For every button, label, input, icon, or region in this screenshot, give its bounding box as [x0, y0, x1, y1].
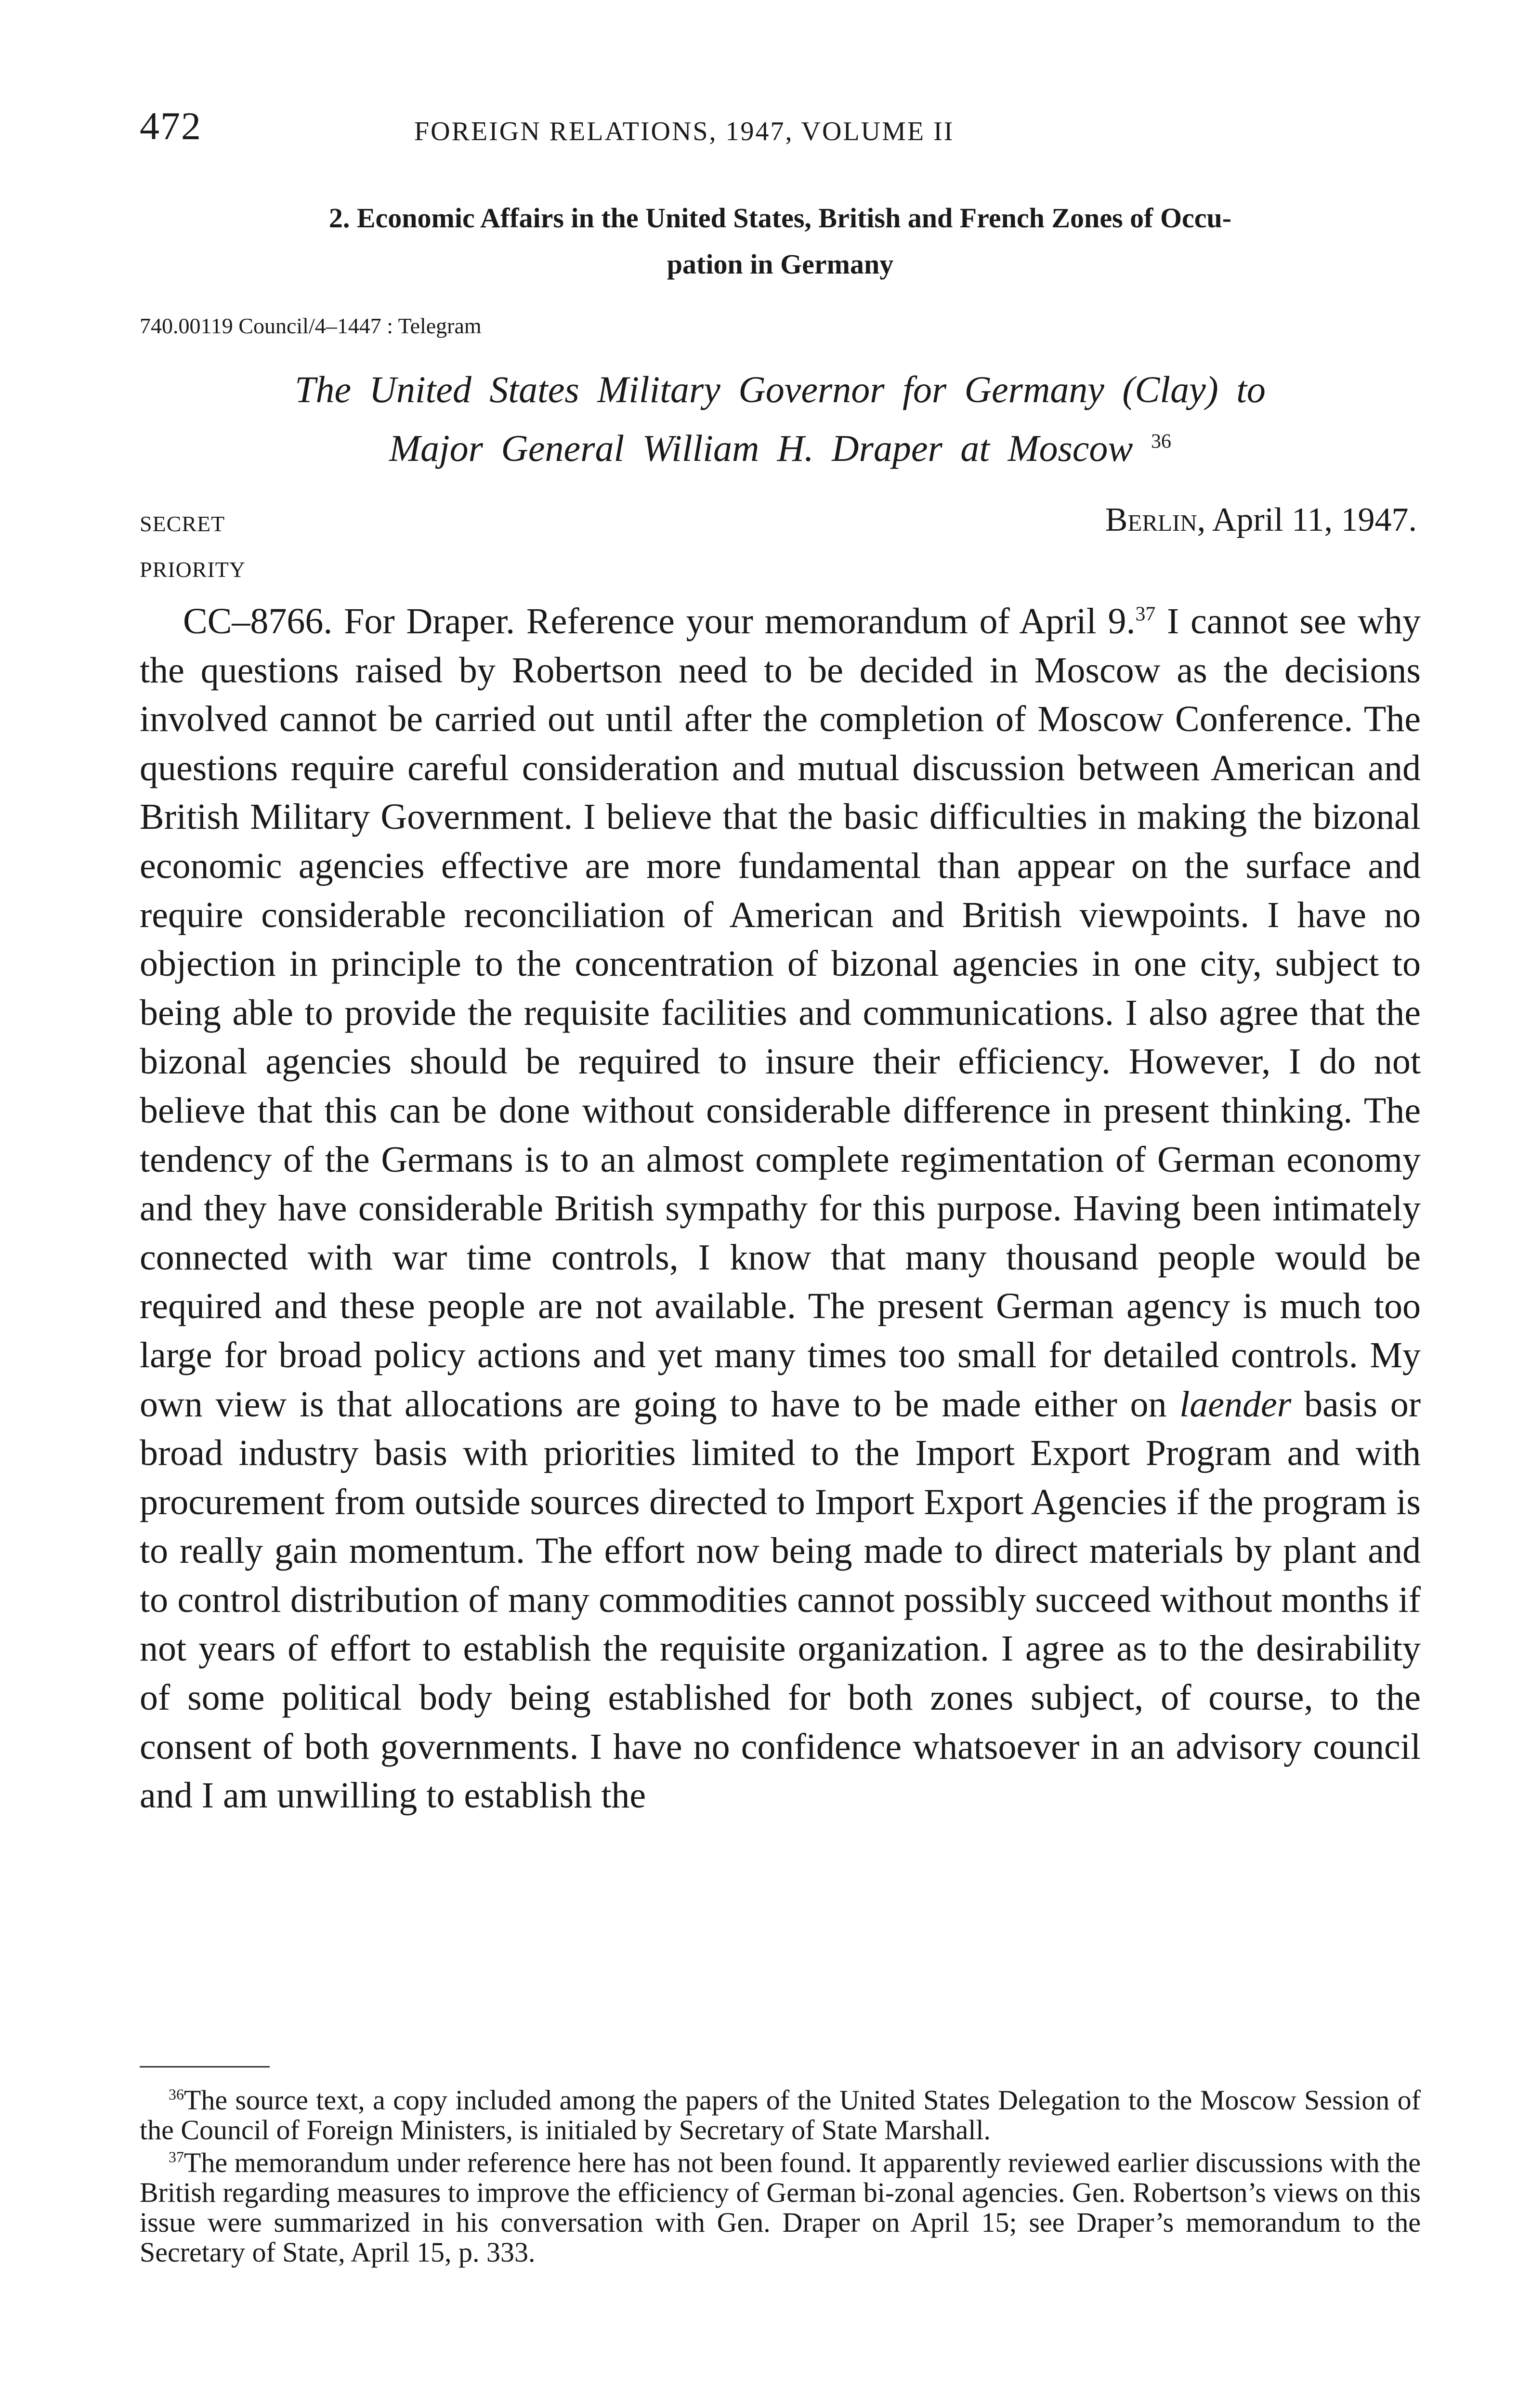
section-heading-line-2: pation in Germany: [667, 249, 894, 280]
body-segment-1: CC–8766. For Draper. Reference your memorandum of April 9.: [183, 601, 1136, 641]
body-italic-word: laender: [1179, 1384, 1292, 1425]
footnote-rule: [140, 2066, 270, 2068]
running-title: FOREIGN RELATIONS, 1947, VOLUME II: [414, 117, 955, 146]
footnotes: [140, 2085, 1421, 2270]
section-heading: [140, 195, 1421, 288]
footnote-number: 37: [169, 2148, 184, 2166]
classification-block: [140, 501, 246, 592]
classification-priority: PRIORITY: [140, 557, 246, 582]
document-title: [140, 364, 1421, 474]
file-code: 740.00119 Council/4–1447 : Telegram: [140, 314, 482, 338]
body-segment-2: I cannot see why the questions raised by Robertson need to be decided in Moscow as the decisions involved cannot be carried out until after the completion of Moscow Conference. The questions require careful consideration and mutual discussion between American and British Military Government. I believe that the basic difficulties in making the bizonal economic agencies effective are more fundamental than appear on the surface and require considerable reconciliation of American and British viewpoints. I have no objection in principle to the concentration of bizonal agencies in one city, subject to being able to provide the requisite facilities and communications. I also agree that the bizonal agencies should be required to insure their efficiency. However, I do not believe that this can be done without considerable difference in present thinking. The tendency of the Germans is to an almost complete regimentation of German economy and they have considerable British sympathy for this purpose. Having been intimately connected with war time controls, I know that many thousand people would be required and these people are not available. The present German agency is much too large for broad policy actions and yet many times too small for detailed controls. My own view is that allocations are going to have to be made either on: [140, 601, 1421, 1425]
footnote-text: The memorandum under reference here has not been found. It apparently reviewed earlier discussions with the British regarding measures to improve the efficiency of German bi-zonal agencies. Gen. Robertson’s views on this issue were summarized in his conversation with Gen. Draper on April 15; see Draper’s memorandum to the Secretary of State, April 15, p. 333.: [140, 2147, 1421, 2268]
footnote-36: [140, 2085, 1421, 2145]
telegram-body: [140, 597, 1421, 1820]
document-title-line-2-text: Major General William H. Draper at Moscow: [389, 427, 1133, 469]
document-title-line-1: The United States Military Governor for Germany (Clay) to: [295, 368, 1266, 410]
page-number: 472: [140, 104, 202, 148]
body-paragraph: [140, 597, 1421, 1820]
running-header: [140, 104, 1421, 157]
document-title-line-2: [140, 416, 1421, 474]
book-page: [140, 0, 1421, 2408]
footnote-number: 36: [169, 2086, 184, 2103]
classification-secret: SECRET: [140, 511, 225, 536]
dateline: [1105, 501, 1417, 539]
body-segment-3: basis or broad industry basis with priorities limited to the Import Export Program and with procurement from outside sources directed to Import Export Agencies if the program is to really gain momentum. The effort now being made to direct materials by plant and to control distribution of many commodities cannot possibly succeed without months if not years of effort to establish the requisite organization. I agree as to the desirability of some political body being established for both zones subject, of course, to the consent of both governments. I have no confidence whatsoever in an advisory council and I am unwilling to establish the: [140, 1384, 1421, 1816]
footnote-ref-36: 36: [1151, 431, 1171, 453]
section-heading-line-1: 2. Economic Affairs in the United States, British and French Zones of Occu-: [328, 202, 1232, 234]
footnote-text: The source text, a copy included among the papers of the United States Delegation to the Moscow Session of the Council of Foreign Ministers, is initialed by Secretary of State Marshall.: [140, 2084, 1421, 2146]
dateline-date: , April 11, 1947.: [1197, 501, 1417, 538]
footnote-37: [140, 2148, 1421, 2267]
dateline-city: Berlin: [1105, 501, 1197, 538]
footnote-ref-37: 37: [1135, 603, 1156, 626]
